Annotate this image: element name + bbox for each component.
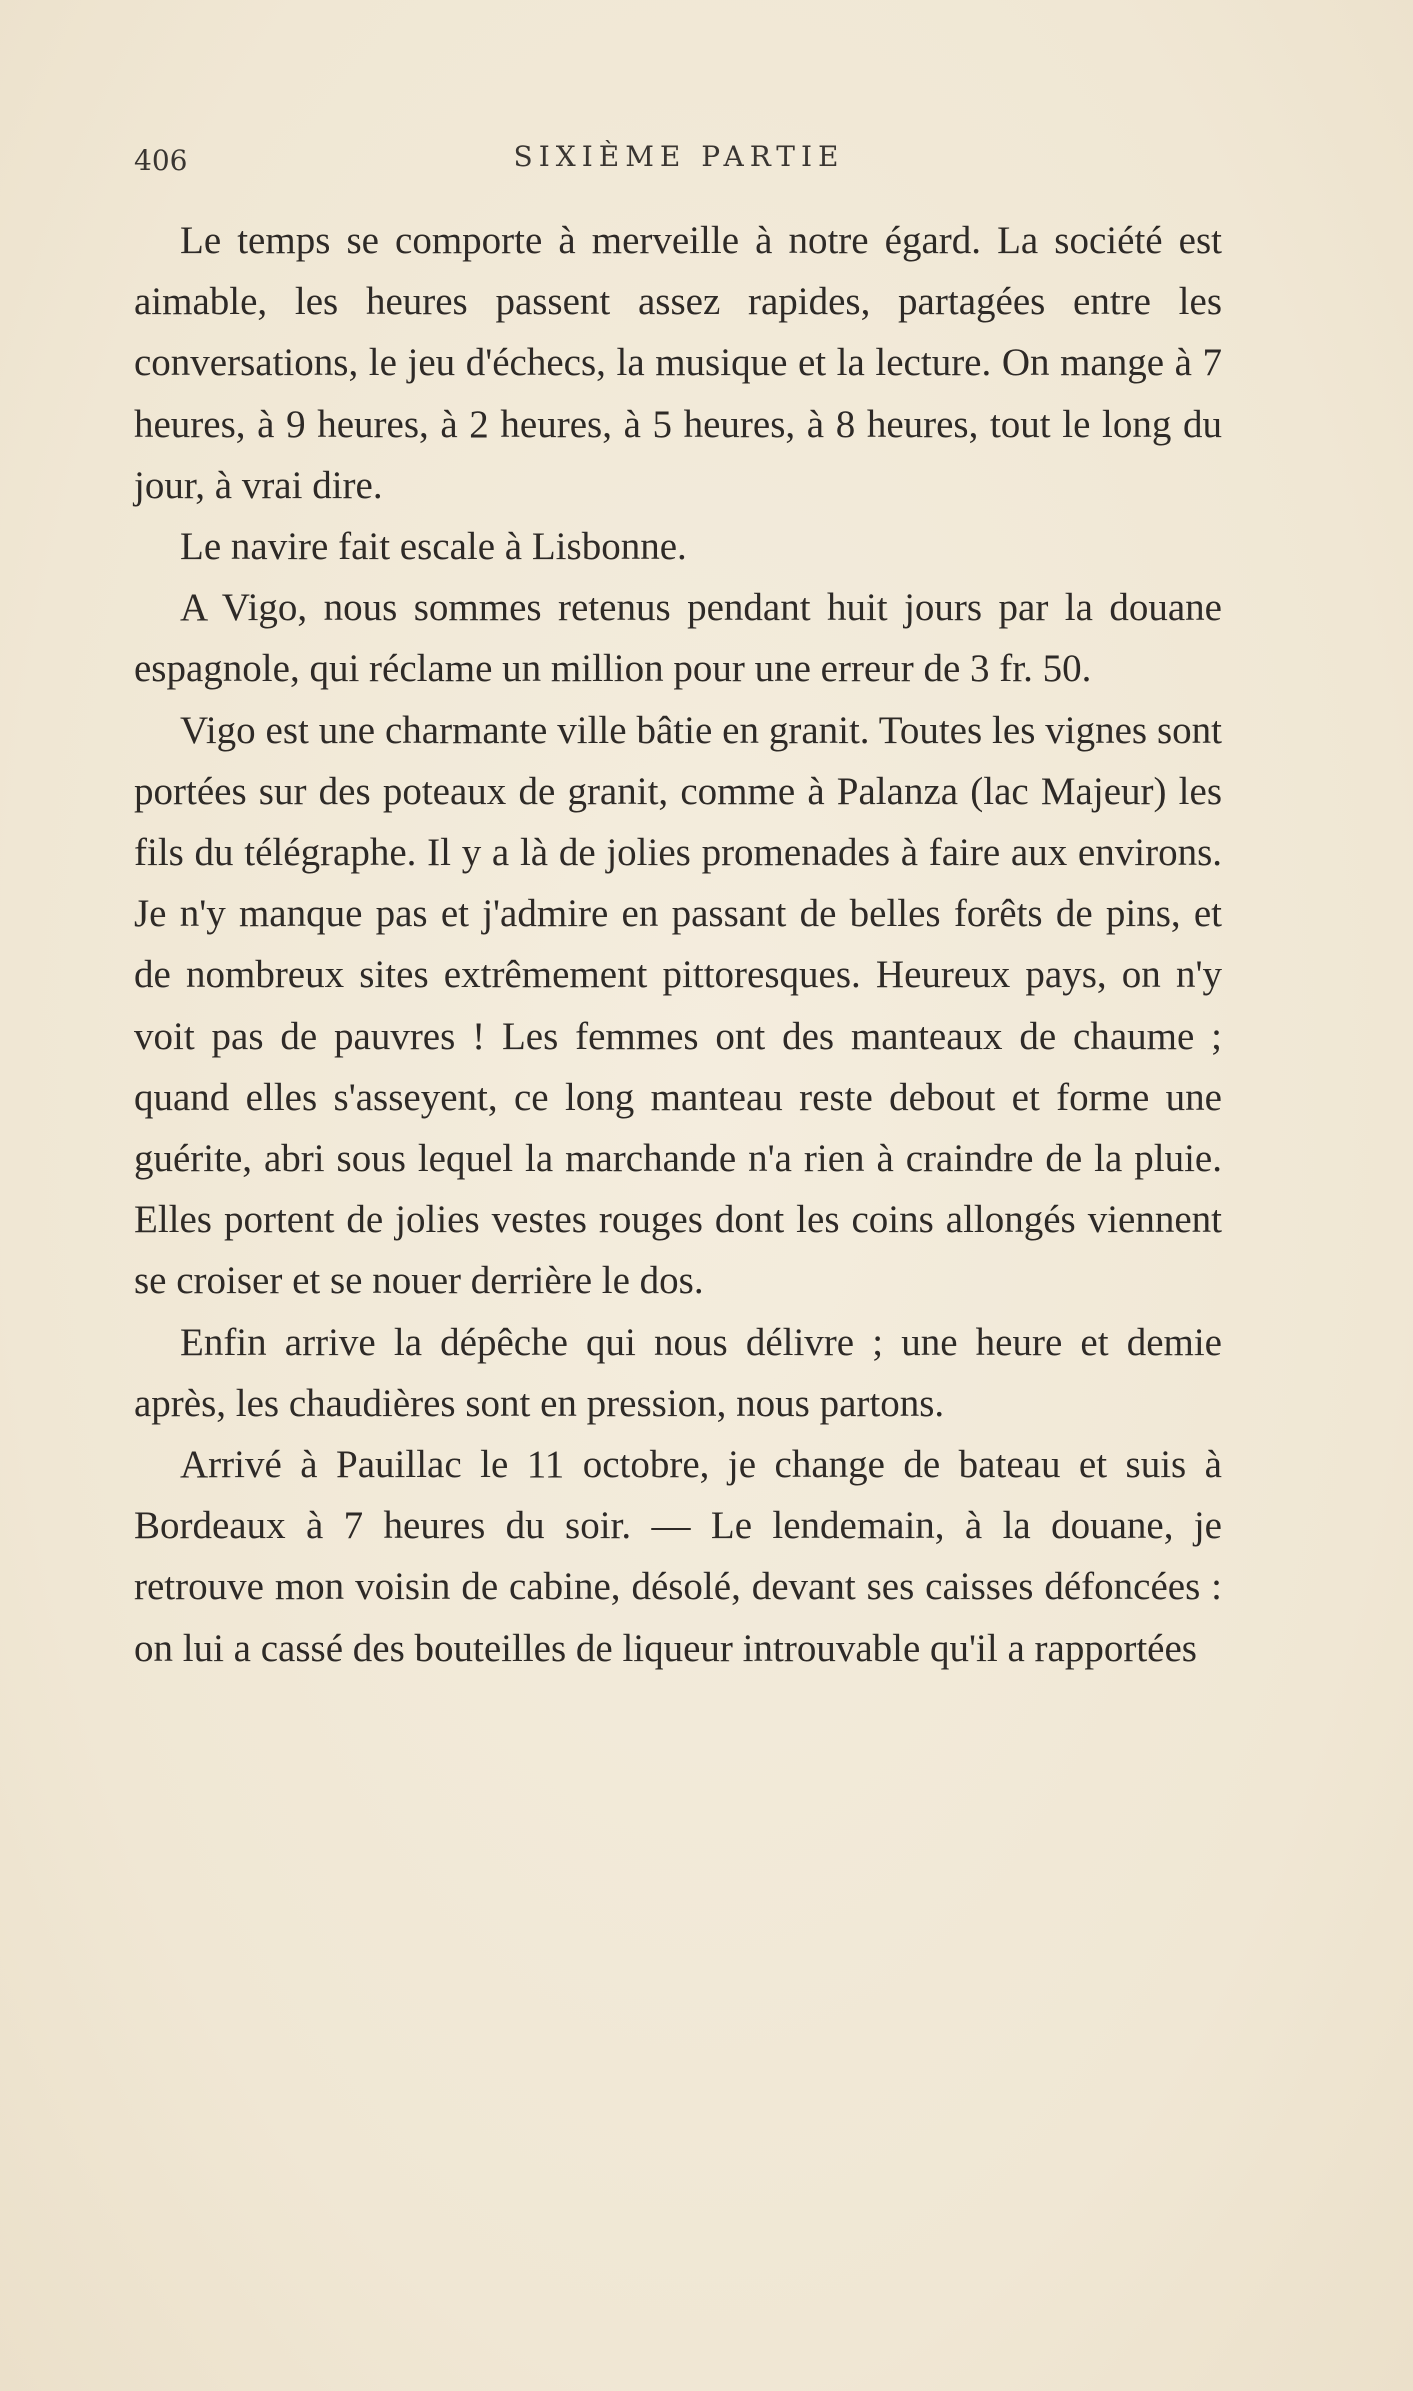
paragraph: A Vigo, nous sommes retenus pendant huit jours par la douane espagnole, qui réclame un million pour une erreur de 3 fr. 50. — [134, 586, 1222, 691]
paragraph: Vigo est une charmante ville bâtie en granit. Toutes les vignes sont portées sur des poteaux de granit, comme à Palanza (lac Majeur) les fils du télégraphe. Il y a là de jolies promenades à faire aux environs. Je n'y manque pas et j'admire en passant de belles forêts de pins, et de nombreux sites extrêmement pittoresques. Heureux pays, on n'y voit pas de pauvres ! Les femmes ont des manteaux de chaume ; quand elles s'asseyent, ce long manteau reste debout et forme une guérite, abri sous lequel la marchande n'a rien à craindre de la pluie. Elles portent de jolies vestes rouges dont les coins allongés viennent se croiser et se nouer derrière le dos. — [134, 708, 1222, 1303]
body-text — [134, 210, 1222, 1679]
paragraph: Le navire fait escale à Lisbonne. — [180, 525, 687, 569]
paragraph: Enfin arrive la dépêche qui nous délivre ; une heure et demie après, les chaudières sont en pression, nous partons. — [134, 1320, 1222, 1425]
page-number: 406 — [134, 144, 188, 177]
page-header — [134, 140, 1224, 180]
running-head: SIXIÈME PARTIE — [513, 140, 845, 173]
paragraph: Le temps se comporte à merveille à notre égard. La société est aimable, les heures passent assez rapides, partagées entre les conversations, le jeu d'échecs, la musique et la lecture. On mange à 7 heures, à 9 heures, à 2 heures, à 5 heures, à 8 heures, tout le long du jour, à vrai dire. — [134, 219, 1222, 507]
paragraph: Arrivé à Pauillac le 11 octobre, je change de bateau et suis à Bordeaux à 7 heures du soir. — Le lendemain, à la douane, je retrouve mon voisin de cabine, désolé, devant ses caisses défoncées : on lui a cassé des bouteilles de liqueur introuvable qu'il a rapportées — [134, 1443, 1222, 1670]
